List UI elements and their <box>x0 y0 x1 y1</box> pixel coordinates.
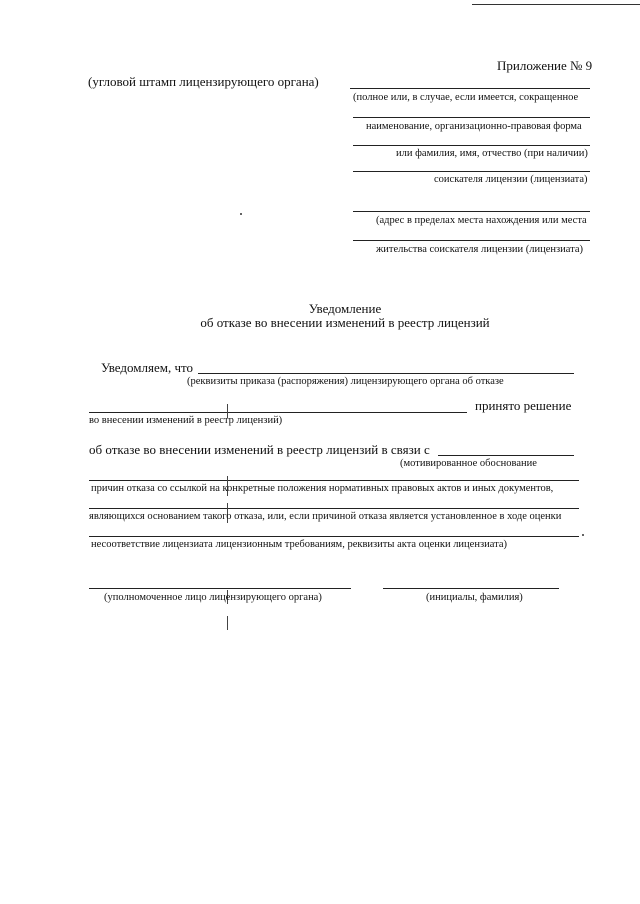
recipient-hint-1: (полное или, в случае, если имеется, сокращенное <box>353 92 579 103</box>
refusal-reason-prefix: об отказе во внесении изменений в реестр лицензий в связи с <box>89 442 430 457</box>
initials-signature-hint: (инициалы, фамилия) <box>426 592 523 603</box>
notify-prefix: Уведомляем, что <box>101 360 194 375</box>
address-line-2 <box>353 240 590 241</box>
registry-line <box>89 412 467 413</box>
recipient-hint-4: соискателя лицензии (лицензиата) <box>434 174 588 185</box>
recipient-line-1 <box>350 88 590 89</box>
order-details-hint: (реквизиты приказа (распоряжения) лицензирующего органа об отказе <box>187 376 504 387</box>
reason-line-3 <box>89 536 579 537</box>
decision-taken: принято решение <box>475 398 572 413</box>
recipient-line-2 <box>353 117 590 118</box>
address-hint-1: (адрес в пределах места нахождения или места <box>376 215 587 226</box>
motivated-hint: (мотивированное обоснование <box>400 458 537 469</box>
recipient-line-3 <box>353 145 590 146</box>
official-signature-hint: (уполномоченное лицо лицензирующего органа) <box>104 592 322 603</box>
reason-line-2 <box>89 508 579 509</box>
reason-text-2: являющихся основанием такого отказа, или, если причиной отказа является установленное в ходе оценки <box>89 511 562 522</box>
address-line-1 <box>353 211 590 212</box>
appendix-number: Приложение № 9 <box>497 58 593 73</box>
notice-title: Уведомление <box>308 301 382 316</box>
scan-mark <box>227 616 228 630</box>
recipient-hint-3: или фамилия, имя, отчество (при наличии) <box>396 148 588 159</box>
recipient-hint-2: наименование, организационно-правовая форма <box>366 121 582 132</box>
motivated-line <box>438 455 574 456</box>
reason-line-1 <box>89 480 579 481</box>
top-edge-line <box>472 4 640 5</box>
scan-dot <box>240 213 242 215</box>
registry-hint: во внесении изменений в реестр лицензий) <box>89 415 283 426</box>
corner-stamp-label: (угловой штамп лицензирующего органа) <box>88 74 319 89</box>
scan-dot <box>582 534 584 536</box>
address-hint-2: жительства соискателя лицензии (лицензиата) <box>376 244 584 255</box>
reason-text-1: причин отказа со ссылкой на конкретные положения нормативных правовых актов и иных документов, <box>91 483 554 494</box>
reason-text-3: несоответствие лицензиата лицензионным требованиям, реквизиты акта оценки лицензиата) <box>91 539 507 550</box>
official-signature-line <box>89 588 351 589</box>
recipient-line-4 <box>353 171 590 172</box>
initials-signature-line <box>383 588 559 589</box>
notice-subtitle: об отказе во внесении изменений в реестр лицензий <box>200 315 490 330</box>
order-details-line <box>198 373 574 374</box>
